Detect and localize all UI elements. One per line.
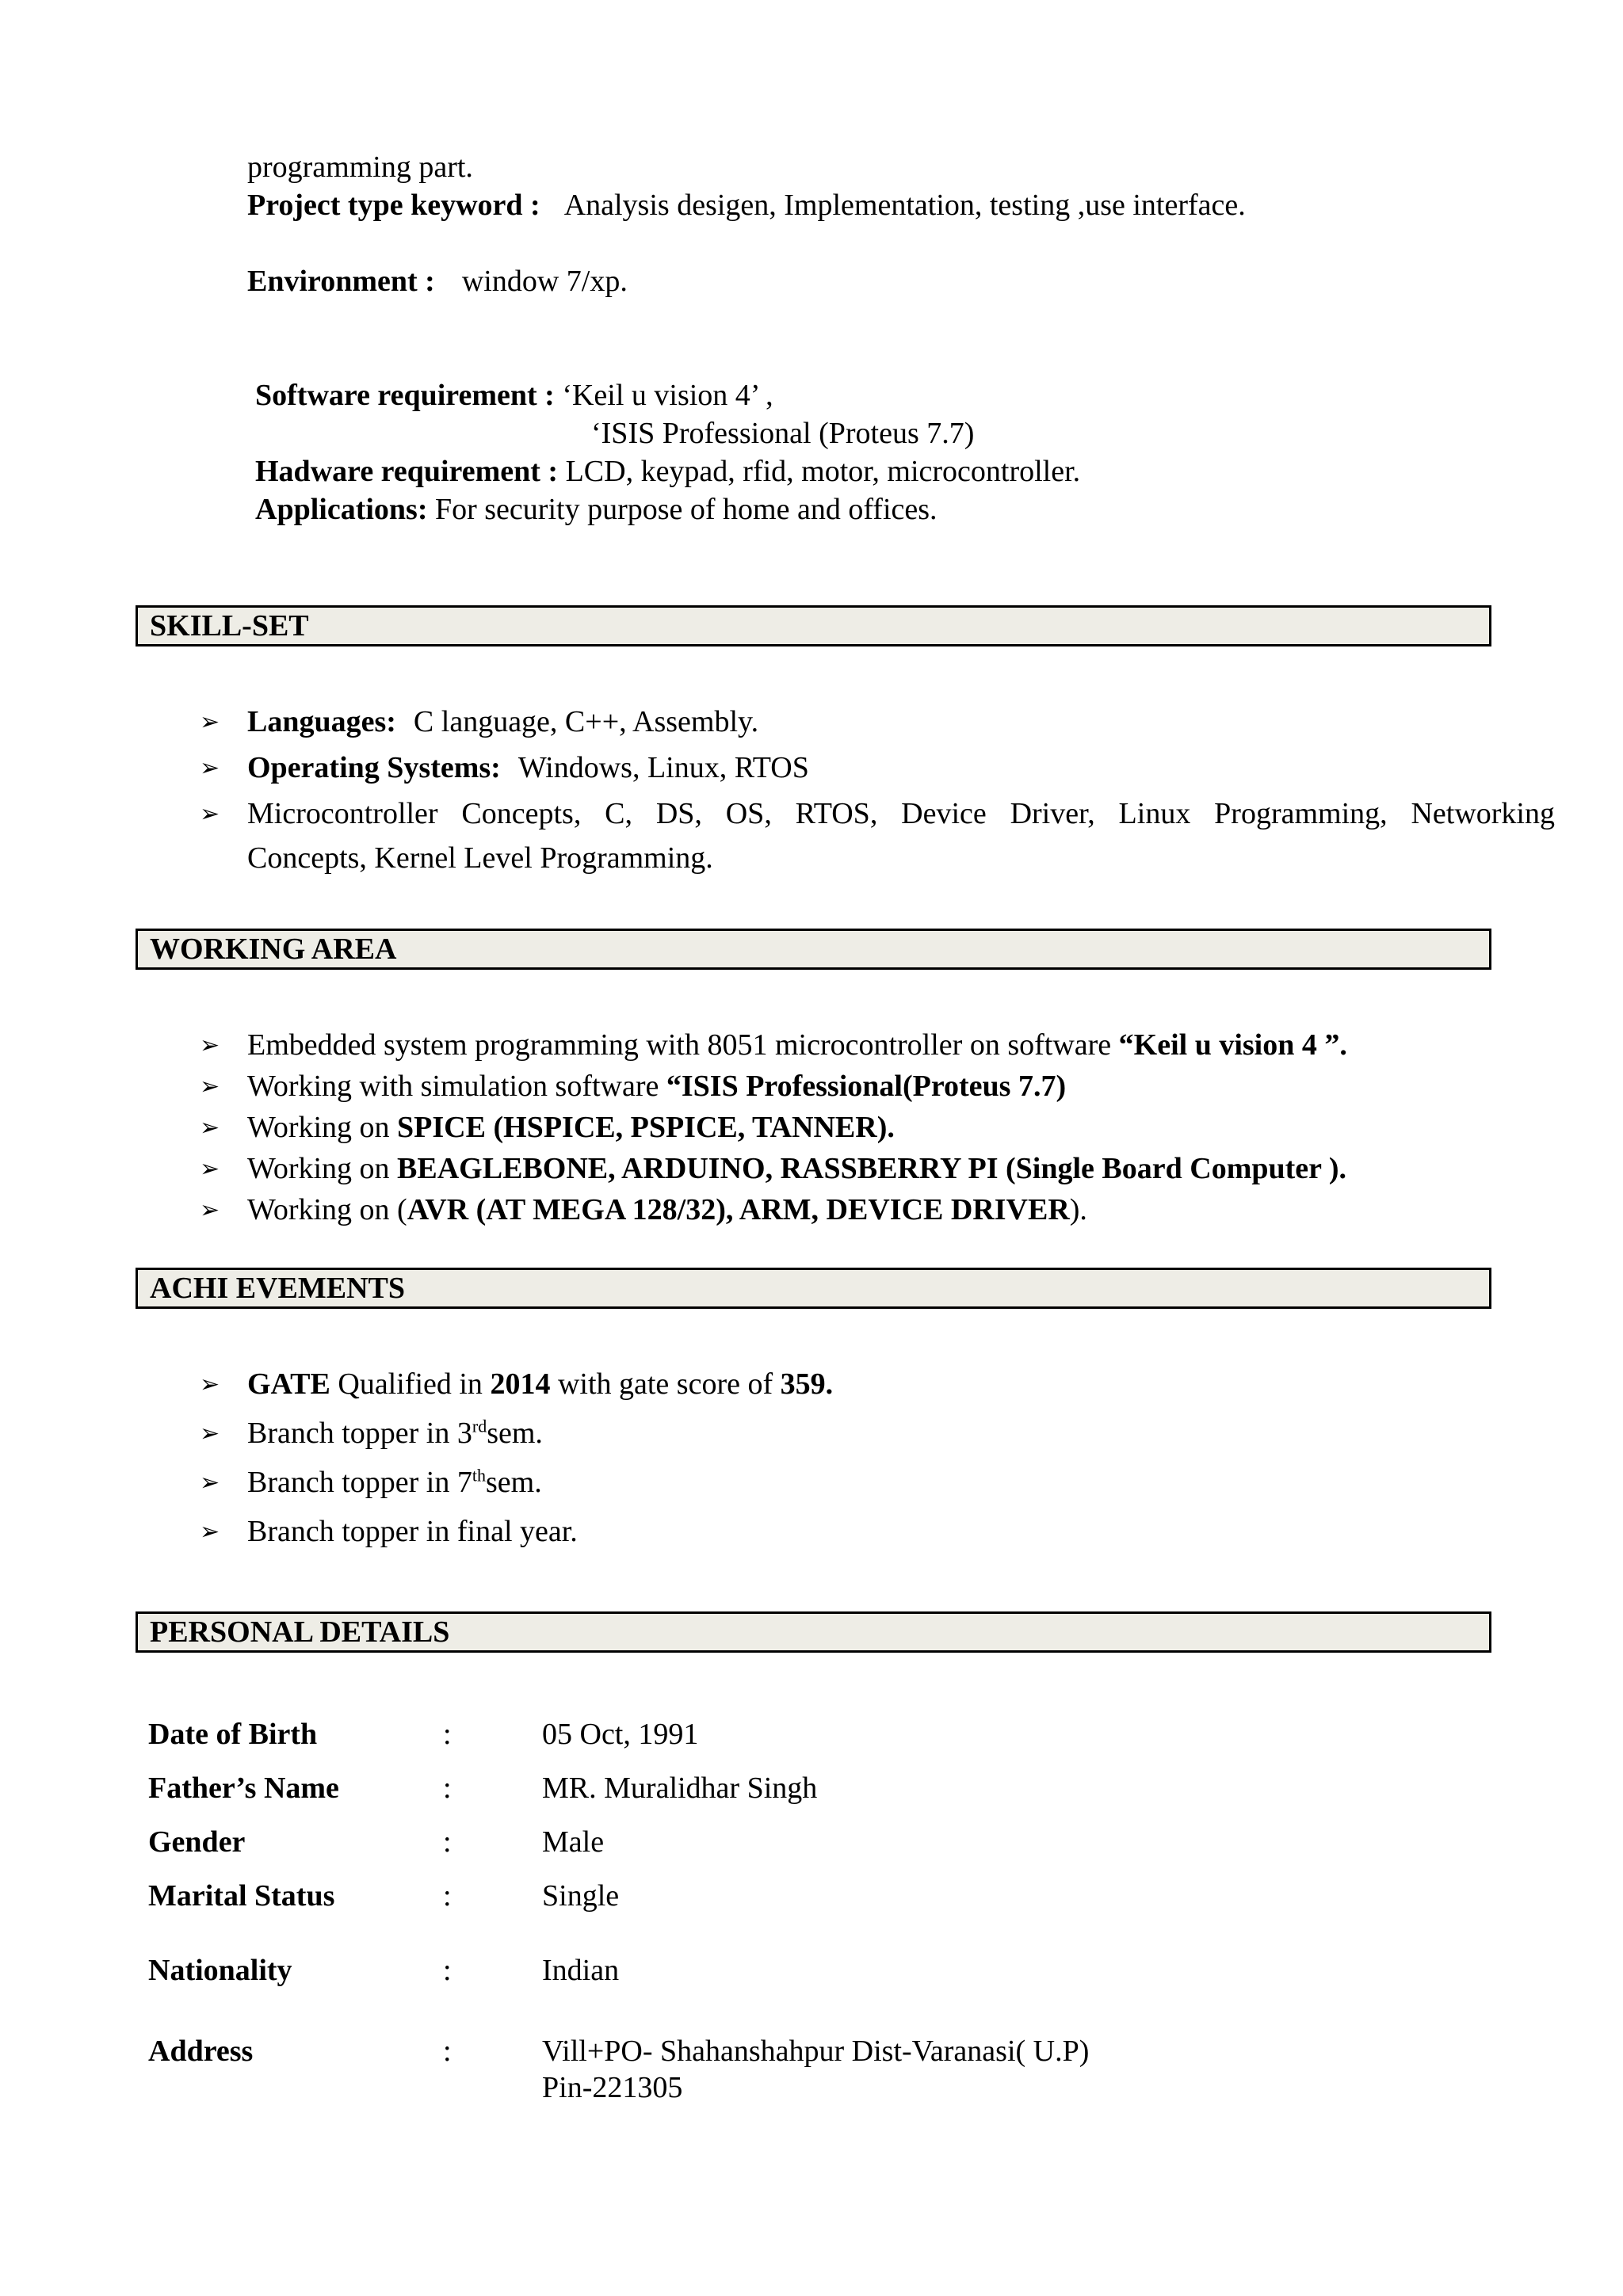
final-year-text: Branch topper in final year.: [247, 1515, 578, 1548]
marital-colon: :: [443, 1879, 452, 1913]
environment-label: Environment :: [247, 265, 435, 298]
address-colon: :: [443, 2035, 452, 2068]
working-item-4-bold: BEAGLEBONE, ARDUINO, RASSBERRY PI (Single Board Computer ).: [397, 1152, 1346, 1185]
arrow-bullet-icon: ➢: [200, 708, 220, 736]
working-item-3-bold: SPICE (HSPICE, PSPICE, TANNER).: [397, 1111, 895, 1144]
arrow-bullet-icon: ➢: [200, 1073, 220, 1100]
arrow-bullet-icon: ➢: [200, 1420, 220, 1447]
sem7-sup: th: [472, 1465, 486, 1486]
gate-year: 2014: [490, 1367, 551, 1401]
arrow-bullet-icon: ➢: [200, 800, 220, 828]
arrow-bullet-icon: ➢: [200, 1114, 220, 1142]
arrow-bullet-icon: ➢: [200, 1032, 220, 1059]
nationality-value: Indian: [542, 1954, 620, 1987]
dob-colon: :: [443, 1718, 452, 1751]
concepts-line-1: Microcontroller Concepts, C, DS, OS, RTOS, Device Driver, Linux Programming, Networking: [247, 797, 1555, 830]
gate-label: GATE: [247, 1367, 330, 1401]
environment-value: window 7/xp.: [461, 265, 628, 298]
father-value: MR. Muralidhar Singh: [542, 1772, 818, 1805]
project-type-line: [247, 187, 1246, 225]
applications-line: [255, 491, 938, 529]
arrow-bullet-icon: ➢: [200, 754, 220, 782]
skillset-heading: SKILL-SET: [136, 605, 1491, 646]
software-requirement-label: Software requirement :: [255, 379, 555, 412]
arrow-bullet-icon: ➢: [200, 1196, 220, 1224]
dob-value: 05 Oct, 1991: [542, 1718, 699, 1751]
applications-label: Applications:: [255, 493, 428, 526]
languages-value: C language, C++, Assembly.: [413, 705, 759, 738]
working-item-4-text: Working on: [247, 1152, 398, 1185]
gate-text-1: Qualified in: [330, 1367, 491, 1401]
concepts-line-2: Concepts, Kernel Level Programming.: [247, 841, 713, 875]
arrow-bullet-icon: ➢: [200, 1469, 220, 1497]
hardware-requirement-line: [255, 453, 1080, 491]
father-colon: :: [443, 1772, 452, 1805]
gate-score: 359.: [780, 1367, 834, 1401]
sem3-post: sem.: [487, 1417, 543, 1450]
environment-line: [247, 263, 628, 301]
nationality-label: Nationality: [148, 1954, 292, 1987]
address-label: Address: [148, 2035, 254, 2068]
working-item-3-text: Working on: [247, 1111, 398, 1144]
marital-label: Marital Status: [148, 1879, 335, 1913]
hardware-requirement-label: Hadware requirement :: [255, 455, 559, 488]
gate-text-2: with gate score of: [550, 1367, 781, 1401]
working-item-5-text: Working on (: [247, 1193, 407, 1226]
working-item-2-text: Working with simulation software: [247, 1070, 666, 1103]
working-item-1-text: Embedded system programming with 8051 microcontroller on software: [247, 1028, 1119, 1062]
working-item-1-bold: “Keil u vision 4 ”.: [1118, 1028, 1347, 1062]
gender-colon: :: [443, 1825, 452, 1859]
personal-details-heading: PERSONAL DETAILS: [136, 1611, 1491, 1653]
working-item-5-tail: ).: [1069, 1193, 1087, 1226]
sem3-text: Branch topper in 3: [247, 1417, 472, 1450]
software-requirement-value-1: ‘Keil u vision 4’ ,: [562, 379, 773, 412]
nationality-colon: :: [443, 1954, 452, 1987]
achievements-heading: ACHI EVEMENTS: [136, 1268, 1491, 1309]
software-requirement-value-2: ‘ISIS Professional (Proteus 7.7): [591, 417, 975, 450]
project-continued-text: programming part.: [247, 151, 473, 184]
dob-label: Date of Birth: [148, 1718, 318, 1751]
sem7-text: Branch topper in 7: [247, 1466, 472, 1499]
arrow-bullet-icon: ➢: [200, 1518, 220, 1546]
gender-label: Gender: [148, 1825, 246, 1859]
working-item-5-bold: AVR (AT MEGA 128/32), ARM, DEVICE DRIVER: [407, 1193, 1070, 1226]
sem7-post: sem.: [486, 1466, 542, 1499]
working-area-heading: WORKING AREA: [136, 929, 1491, 970]
arrow-bullet-icon: ➢: [200, 1155, 220, 1183]
software-requirement-line: [255, 377, 773, 415]
marital-value: Single: [542, 1879, 620, 1913]
gender-value: Male: [542, 1825, 605, 1859]
hardware-requirement-value: LCD, keypad, rfid, motor, microcontroller.: [565, 455, 1081, 488]
os-value: Windows, Linux, RTOS: [517, 751, 809, 784]
project-type-value: Analysis desigen, Implementation, testing ,use interface.: [563, 189, 1246, 222]
working-item-2-bold: “ISIS Professional(Proteus 7.7): [666, 1070, 1067, 1103]
father-label: Father’s Name: [148, 1772, 339, 1805]
address-line-2: Pin-221305: [542, 2071, 683, 2104]
arrow-bullet-icon: ➢: [200, 1371, 220, 1398]
project-type-label: Project type keyword :: [247, 189, 540, 222]
applications-value: For security purpose of home and offices.: [434, 493, 938, 526]
os-label: Operating Systems:: [247, 751, 501, 784]
address-line-1: Vill+PO- Shahanshahpur Dist-Varanasi( U.P): [542, 2035, 1090, 2068]
languages-label: Languages:: [247, 705, 396, 738]
sem3-sup: rd: [472, 1416, 487, 1436]
